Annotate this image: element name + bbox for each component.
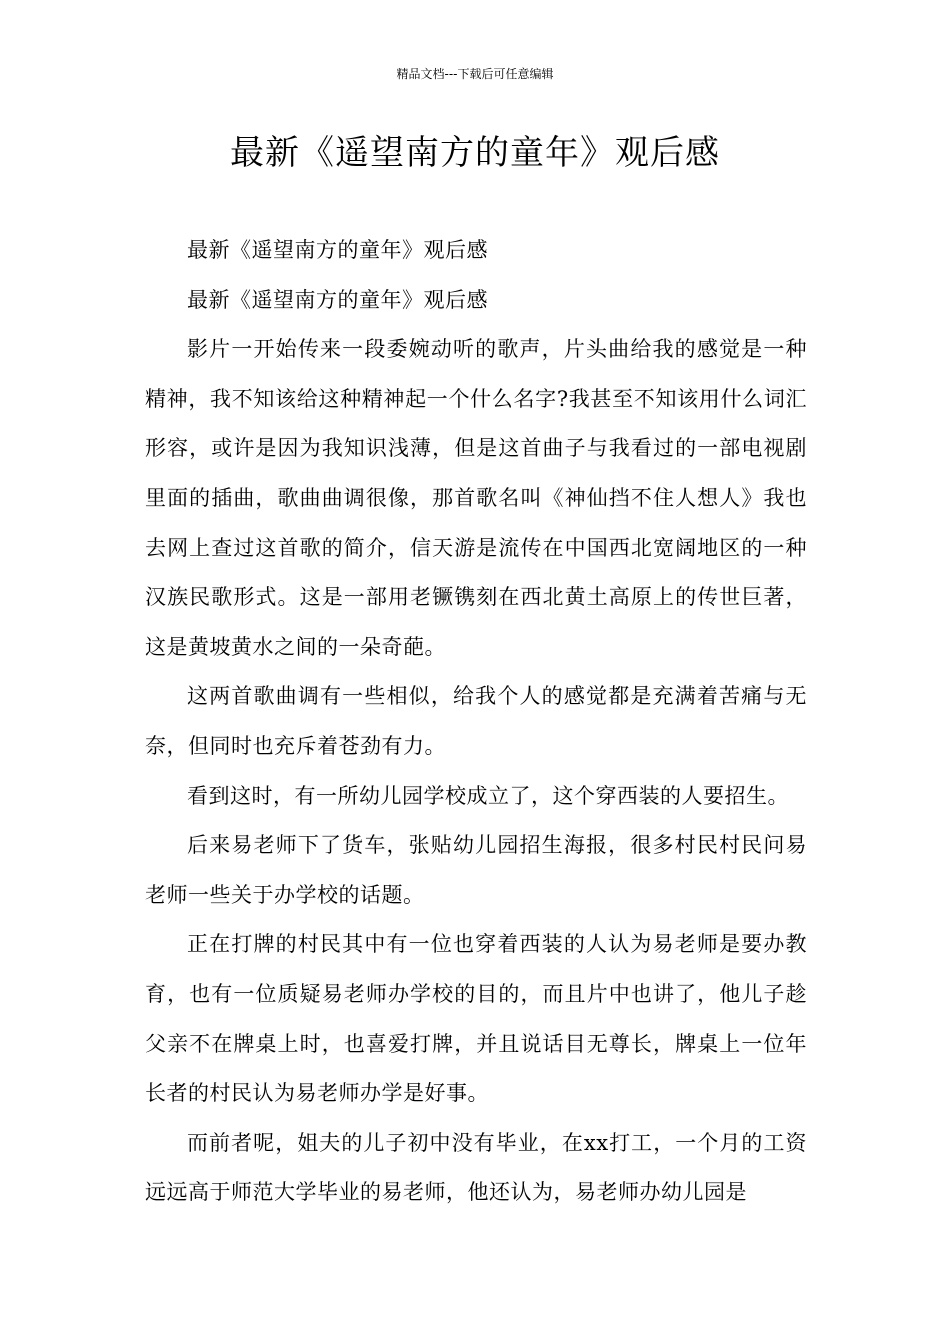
paragraph-8: 而前者呢，姐夫的儿子初中没有毕业，在xx打工，一个月的工资远远高于师范大学毕业的易老师，他还认为，易老师办幼儿园是 bbox=[145, 1130, 807, 1205]
document-title: 最新《遥望南方的童年》观后感 bbox=[230, 133, 720, 173]
paragraph-2: 最新《遥望南方的童年》观后感 bbox=[187, 287, 488, 312]
paragraph-1: 最新《遥望南方的童年》观后感 bbox=[187, 238, 488, 262]
paragraph-7: 正在打牌的村民其中有一位也穿着西装的人认为易老师是要办教育，也有一位质疑易老师办学校的目的，而且片中也讲了，他儿子趁父亲不在牌桌上时，也喜爱打牌，并且说话目无尊长，牌桌上一位年长者的村民认为易老师办学是好事。 bbox=[145, 932, 807, 1106]
paragraph-4: 这两首歌曲调有一些相似，给我个人的感觉都是充满着苦痛与无奈，但同时也充斥着苍劲有力。 bbox=[145, 684, 807, 758]
paragraph-6: 后来易老师下了货车，张贴幼儿园招生海报，很多村民村民问易老师一些关于办学校的话题。 bbox=[145, 833, 807, 907]
paragraph-5: 看到这时，有一所幼儿园学校成立了，这个穿西装的人要招生。 bbox=[187, 783, 789, 808]
document-body bbox=[145, 226, 807, 1218]
header-note: 精品文档---下载后可任意编辑 bbox=[396, 67, 554, 81]
paragraph-3: 影片一开始传来一段委婉动听的歌声，片头曲给我的感觉是一种精神，我不知该给这种精神起一个什么名字?我甚至不知该用什么词汇形容，或许是因为我知识浅薄，但是这首曲子与我看过的一部电视剧里面的插曲，歌曲曲调很像，那首歌名叫《神仙挡不住人想人》我也去网上查过这首歌的简介，信天游是流传在中国西北宽阔地区的一种汉族民歌形式。这是一部用老镢镌刻在西北黄土高原上的传世巨著，这是黄坡黄水之间的一朵奇葩。 bbox=[145, 337, 807, 659]
